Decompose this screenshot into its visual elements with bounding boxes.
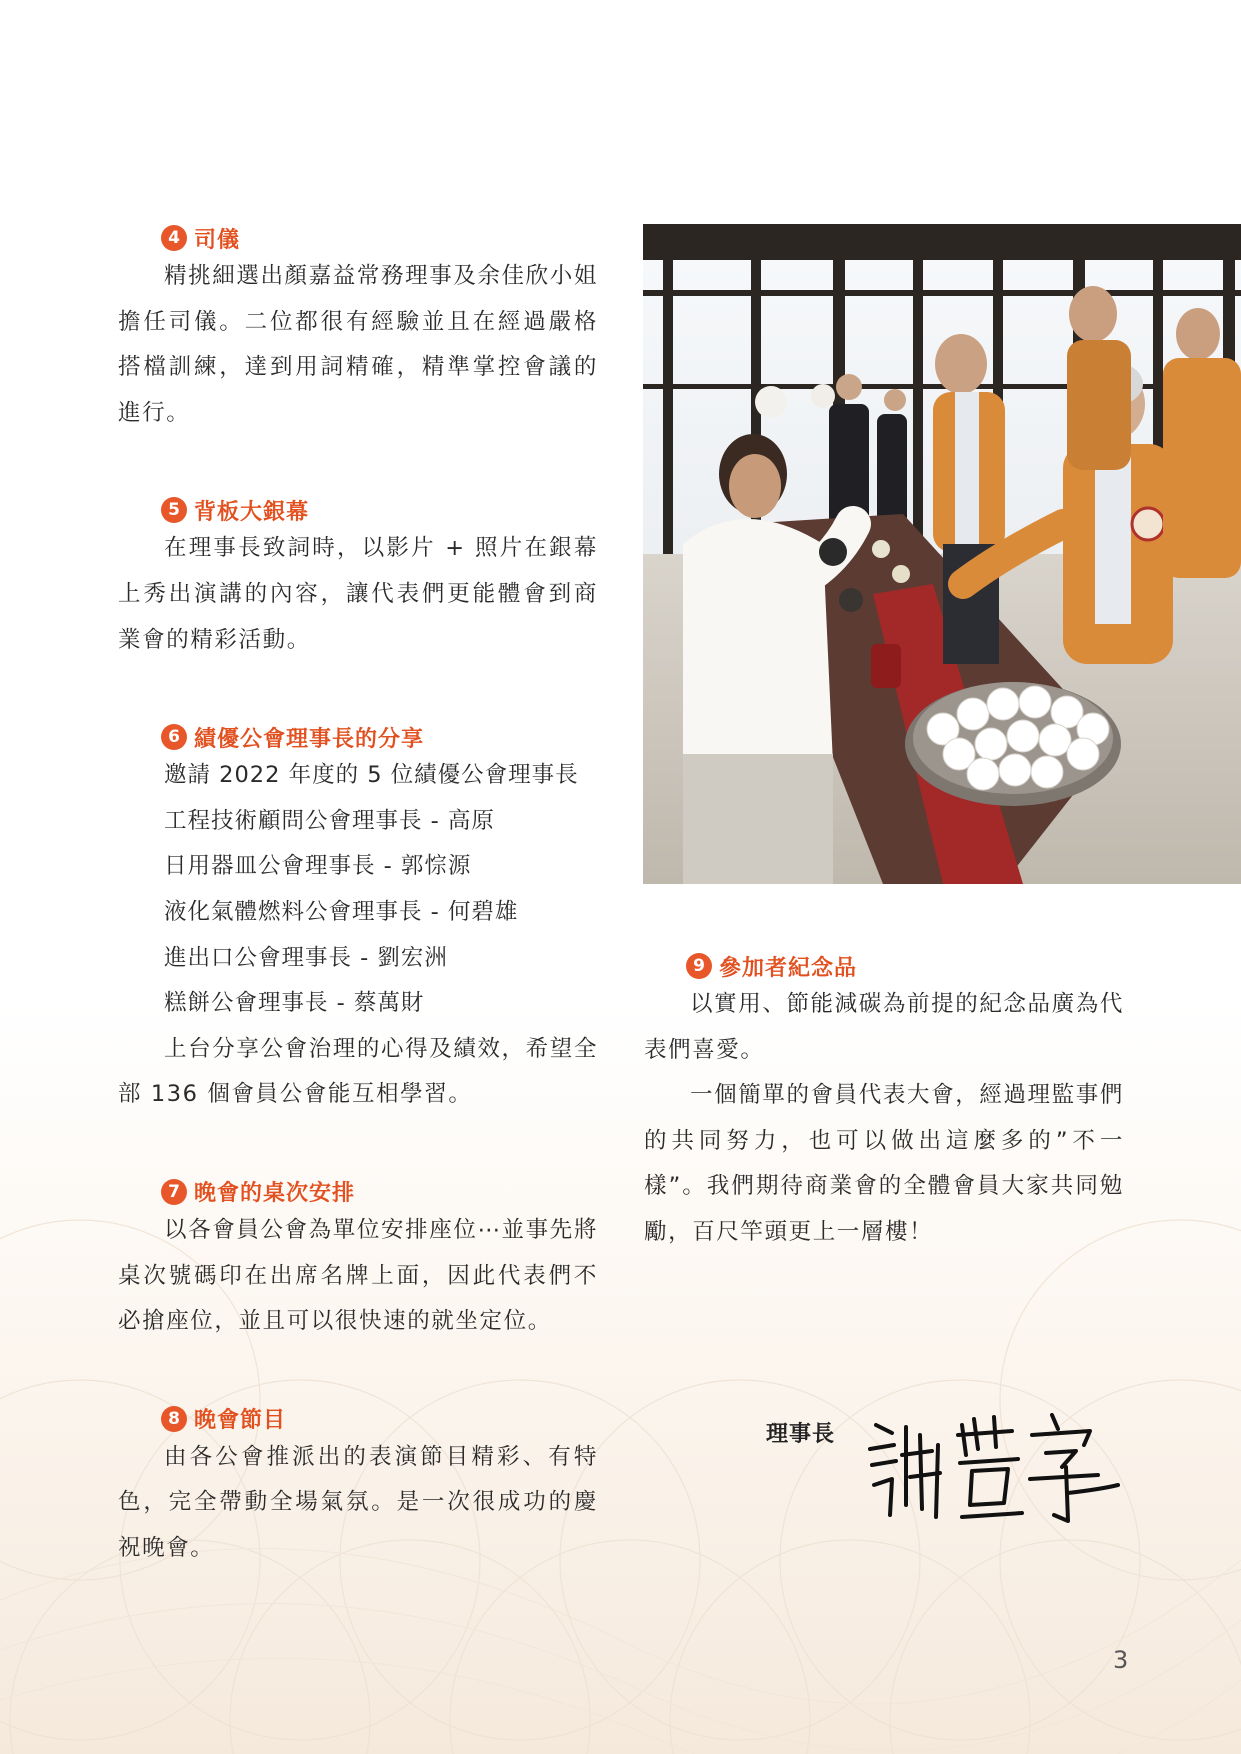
section-number-badge: 4	[161, 225, 187, 251]
section-8-heading	[161, 1403, 598, 1435]
section-title: 背板大銀幕	[194, 499, 310, 525]
section-title: 績優公會理事長的分享	[194, 726, 425, 752]
section-title: 參加者紀念品	[719, 955, 858, 981]
handwritten-signature	[862, 1405, 1124, 1533]
section-6-line: 工程技術顧問公會理事長 - 高原	[164, 807, 495, 834]
section-6-line: 日用器皿公會理事長 - 郭悰源	[164, 853, 472, 880]
section-9-paragraph: 一個簡單的會員代表大會，經過理監事們的共同努力，也可以做出這麼多的”不一樣”。我們期待商業會的全體會員大家共同勉勵，百尺竿頭更上一層樓！	[644, 1082, 1124, 1245]
section-6-line: 邀請 2022 年度的 5 位績優公會理事長	[164, 762, 579, 789]
section-number-badge: 9	[686, 953, 712, 979]
signature-block	[766, 1405, 1126, 1535]
section-6-heading	[161, 721, 598, 753]
section-6-line: 進出口公會理事長 - 劉宏洲	[164, 944, 448, 971]
tea-ceremony-photo	[643, 224, 1241, 884]
section-4-paragraph: 精挑細選出顏嘉益常務理事及余佳欣小姐擔任司儀。二位都很有經驗並且在經過嚴格搭檔訓練，達到用詞精確，精準掌控會議的進行。	[118, 263, 598, 426]
section-6-line: 糕餅公會理事長 - 蔡萬財	[164, 990, 425, 1017]
event-photo	[643, 224, 1241, 884]
section-number-badge: 6	[161, 724, 187, 750]
section-6-paragraph: 上台分享公會治理的心得及績效，希望全部 136 個會員公會能互相學習。	[118, 1035, 598, 1108]
section-number-badge: 8	[161, 1406, 187, 1432]
section-9-paragraph: 以實用、節能減碳為前提的紀念品廣為代表們喜愛。	[644, 991, 1124, 1063]
section-title: 晚會節目	[194, 1408, 287, 1434]
section-7-paragraph: 以各會員公會為單位安排座位⋯並事先將桌次號碼印在出席名牌上面，因此代表們不必搶座位，並且可以很快速的就坐定位。	[118, 1216, 598, 1335]
section-4-heading	[161, 222, 598, 254]
section-6-line: 液化氣體燃料公會理事長 - 何碧雄	[164, 898, 519, 925]
section-7-heading	[161, 1176, 598, 1208]
section-number-badge: 7	[161, 1179, 187, 1205]
signature-label: 理事長	[766, 1422, 836, 1447]
section-5-paragraph: 在理事長致詞時，以影片 + 照片在銀幕上秀出演講的內容，讓代表們更能體會到商業會的精彩活動。	[118, 535, 598, 653]
section-5-heading	[161, 494, 598, 526]
section-8-paragraph: 由各公會推派出的表演節目精彩、有特色，完全帶動全場氣氛。是一次很成功的慶祝晚會。	[118, 1443, 598, 1561]
left-column	[118, 222, 598, 1571]
section-title: 司儀	[194, 227, 241, 253]
section-9-heading	[686, 950, 1124, 982]
page-number: 3	[1113, 1646, 1129, 1674]
section-title: 晚會的桌次安排	[194, 1181, 356, 1207]
section-number-badge: 5	[161, 497, 187, 523]
right-column	[644, 950, 1124, 1256]
